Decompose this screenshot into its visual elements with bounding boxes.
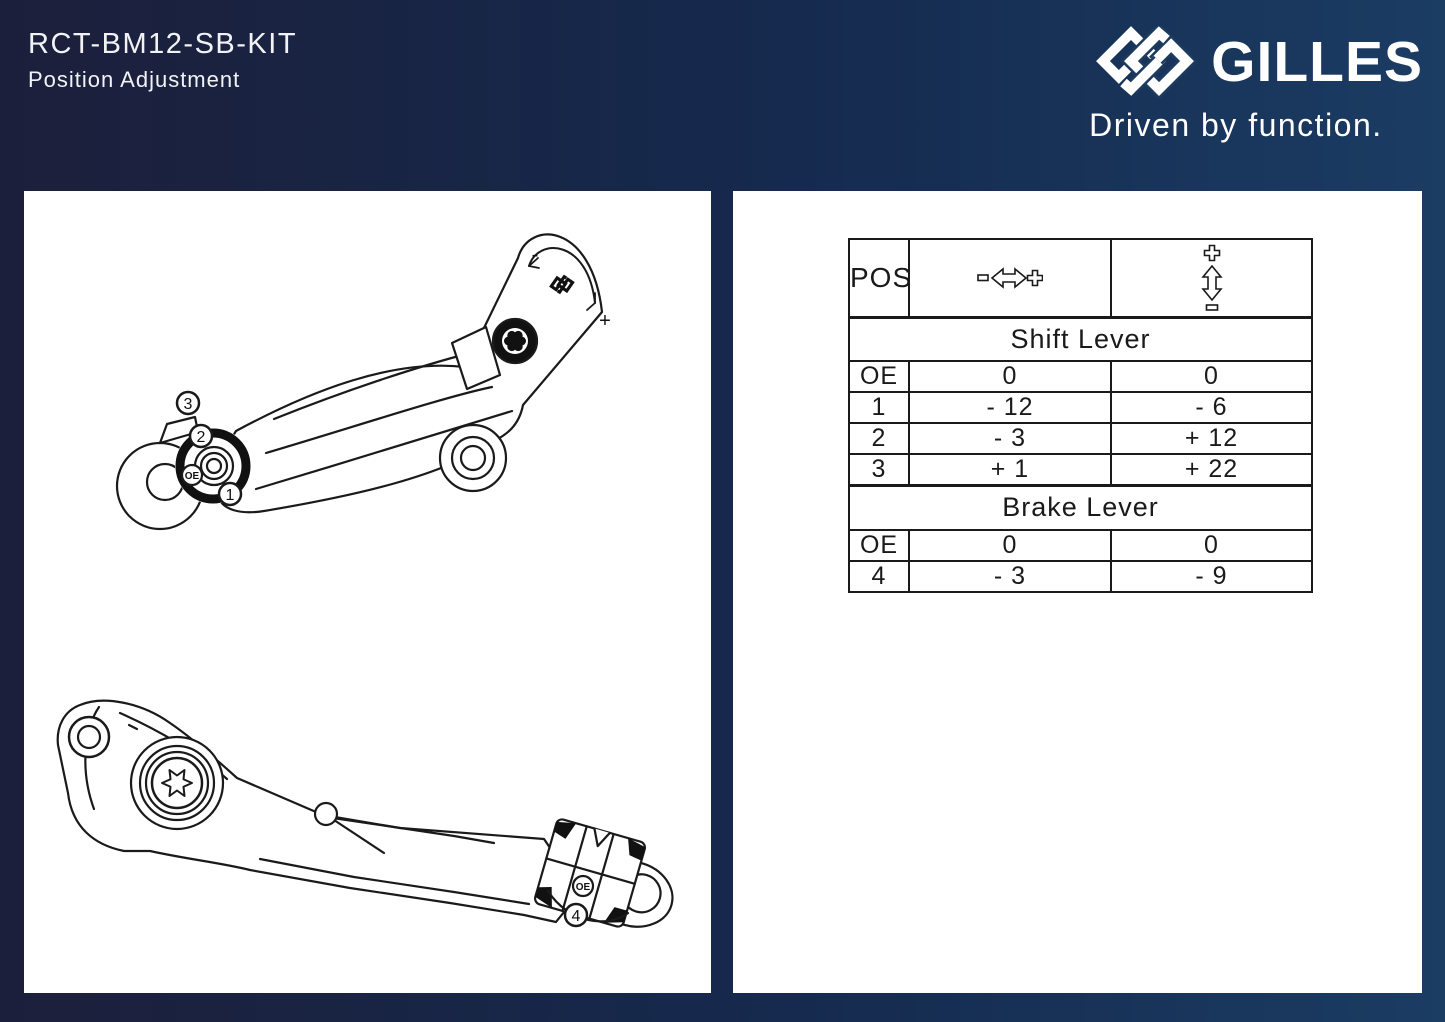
gilles-gg-monogram-icon xyxy=(1089,26,1201,98)
brand-name: GILLES xyxy=(1211,29,1423,94)
vertical-double-arrow xyxy=(1203,266,1221,300)
horizontal-adjust-cell xyxy=(909,239,1111,317)
shift-lever-drawing xyxy=(24,191,711,993)
callout-4-label: 4 xyxy=(571,908,581,925)
table-row xyxy=(849,361,1312,392)
table-row xyxy=(849,561,1312,592)
value-cell: 0 xyxy=(909,530,1111,561)
callout-2-label: 2 xyxy=(196,429,206,446)
section-shift-lever xyxy=(849,317,1312,361)
plus-glyph xyxy=(1028,270,1043,285)
callout-1-label: 1 xyxy=(225,487,235,504)
header-titles xyxy=(28,28,297,93)
value-cell: 0 xyxy=(1111,361,1312,392)
page-subtitle: Position Adjustment xyxy=(28,67,241,93)
pos-cell: OE xyxy=(849,530,909,561)
table-row xyxy=(849,454,1312,486)
brake-lever-drawing xyxy=(58,701,681,936)
value-cell: + 12 xyxy=(1111,423,1312,454)
horizontal-adjust-icon xyxy=(977,266,1043,290)
table-row xyxy=(849,392,1312,423)
pos-cell: OE xyxy=(849,361,909,392)
brand-logo xyxy=(1089,26,1423,144)
drawings-panel xyxy=(24,191,711,993)
value-cell: - 3 xyxy=(909,561,1111,592)
value-cell: 0 xyxy=(1111,530,1312,561)
value-cell: - 12 xyxy=(909,392,1111,423)
table-header-row xyxy=(849,239,1312,317)
value-cell: - 3 xyxy=(909,423,1111,454)
pos-cell: 1 xyxy=(849,392,909,423)
callout-3-label: 3 xyxy=(183,396,193,413)
section-title: Brake Lever xyxy=(849,486,1312,530)
minus-glyph xyxy=(978,275,988,281)
section-title: Shift Lever xyxy=(849,317,1312,361)
value-cell: + 1 xyxy=(909,454,1111,486)
oe-label: OE xyxy=(184,471,200,482)
horizontal-double-arrow xyxy=(992,269,1026,287)
brand-tagline: Driven by function. xyxy=(1089,107,1383,143)
shift-lever-body xyxy=(217,234,602,512)
pos-cell: 3 xyxy=(849,454,909,486)
pos-cell: 2 xyxy=(849,423,909,454)
arc-plus-label: + xyxy=(599,310,611,332)
table-panel xyxy=(733,191,1422,993)
vertical-adjust-cell xyxy=(1111,239,1312,317)
page-title: RCT-BM12-SB-KIT xyxy=(28,28,298,60)
value-cell: - 6 xyxy=(1111,392,1312,423)
vertical-adjust-icon xyxy=(1200,244,1224,312)
value-cell: - 9 xyxy=(1111,561,1312,592)
arm-hole xyxy=(315,803,337,825)
arc-minus-label: - xyxy=(531,244,539,266)
section-brake-lever xyxy=(849,486,1312,530)
brake-oe-label: OE xyxy=(575,882,591,893)
minus-glyph xyxy=(1206,305,1217,310)
table-row xyxy=(849,423,1312,454)
pos-header-cell: POS xyxy=(849,239,909,317)
brake-lever-body xyxy=(58,701,569,922)
table-row xyxy=(849,530,1312,561)
plus-glyph xyxy=(1204,245,1219,260)
pos-cell: 4 xyxy=(849,561,909,592)
adjustment-table xyxy=(848,238,1313,593)
value-cell: 0 xyxy=(909,361,1111,392)
value-cell: + 22 xyxy=(1111,454,1312,486)
